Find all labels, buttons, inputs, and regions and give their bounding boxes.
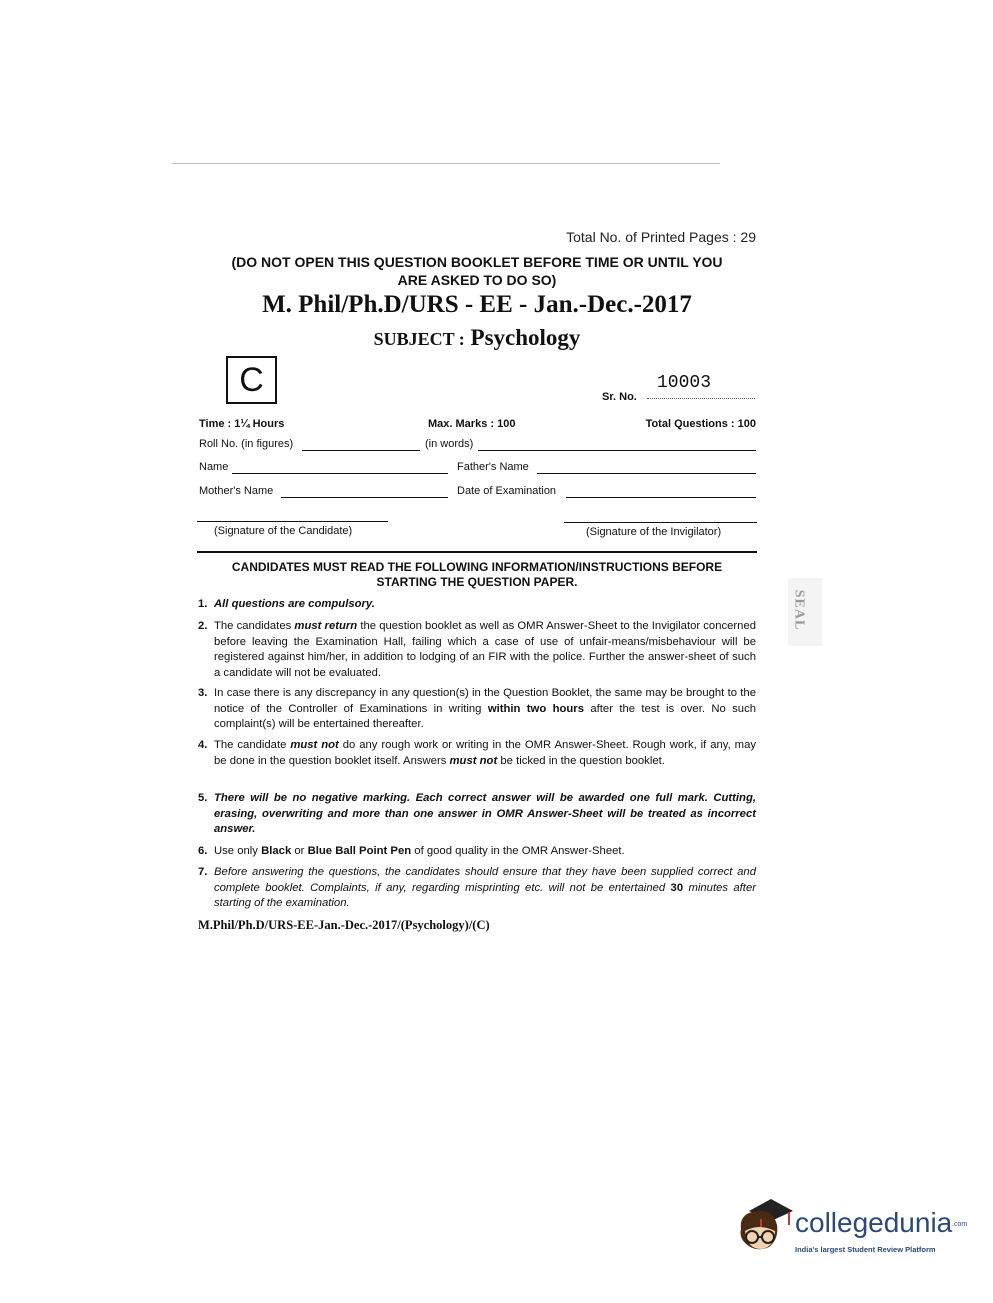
instructions-heading-line-1: CANDIDATES MUST READ THE FOLLOWING INFORMATION/INSTRUCTIONS BEFORE	[231, 560, 723, 574]
scan-top-rule	[172, 163, 720, 164]
candidate-signature-label: (Signature of the Candidate)	[214, 525, 353, 537]
instruction-item-3	[198, 686, 756, 733]
instruction-emphasis: Blue Ball Point Pen	[307, 845, 412, 857]
instruction-text: Before answering the questions, the candidates should ensure that they have been supplied correct and complete booklet. Complaints, if any, regarding misprinting etc. will not be entertained	[214, 866, 756, 894]
mother-name-label: Mother's Name	[199, 485, 274, 497]
instruction-item-2	[198, 619, 756, 681]
instruction-text: minutes after starting of the examination.	[214, 881, 756, 910]
father-name-label: Father's Name	[457, 461, 529, 473]
instruction-text: the question booklet as well as OMR Answer-Sheet to the Invigilator concerned before leaving the Examination Hall, failing which a case of use of unfair-means/misbehaviour will be registered against him/her, in addition to lodging of an FIR with the police. Further the answer-sheet of such a candidate will not be evaluated.	[214, 620, 757, 679]
instructions-heading-line-2: STARTING THE QUESTION PAPER.	[376, 575, 578, 589]
mother-name-field[interactable]	[281, 497, 448, 498]
name-field[interactable]	[232, 473, 448, 474]
booklet-warning	[196, 253, 758, 289]
subject-name: Psychology	[470, 325, 581, 350]
watermark-domain: .com	[952, 1221, 968, 1228]
instruction-number: 5.	[198, 792, 208, 804]
instruction-text: The candidate	[214, 739, 287, 751]
warning-line-1: (DO NOT OPEN THIS QUESTION BOOKLET BEFORE TIME OR UNTIL YOU	[231, 254, 723, 270]
instruction-item-6	[198, 844, 756, 860]
instruction-text: The candidates	[214, 620, 292, 632]
instruction-item-1	[198, 597, 756, 613]
instruction-text: do any rough work or writing in the OMR Answer-Sheet. Rough work, if any, may be done in the question booklet itself. Answers	[214, 739, 757, 767]
instruction-text: of good quality in the OMR Answer-Sheet.	[414, 845, 625, 857]
instruction-number: 6.	[198, 845, 208, 857]
booklet-set-code: C	[226, 356, 277, 404]
roll-words-field[interactable]	[478, 450, 756, 451]
instruction-text: Use only	[214, 845, 258, 857]
instruction-number: 3.	[198, 687, 208, 699]
instruction-emphasis: within two hours	[487, 702, 584, 715]
instruction-text: There will be no negative marking. Each correct answer will be awarded one full mark. Cutting, erasing, overwriting and more than one answer in OMR Answer-Sheet will be treated as incorrect answer.	[214, 792, 756, 836]
instruction-number: 2.	[198, 620, 208, 632]
instruction-text: be ticked in the question booklet.	[500, 754, 665, 767]
serial-number-dotted-line	[647, 398, 755, 399]
subject-heading	[196, 325, 758, 351]
instruction-item-4	[198, 738, 756, 769]
instruction-emphasis: 30	[670, 881, 684, 894]
seal-stamp	[788, 578, 822, 646]
father-name-field[interactable]	[537, 473, 756, 474]
paper-code-footer: M.Phil/Ph.D/URS-EE-Jan.-Dec.-2017/(Psychology)/(C)	[198, 918, 490, 932]
printed-pages-count: Total No. of Printed Pages : 29	[566, 229, 756, 245]
instruction-number: 1.	[198, 598, 208, 610]
subject-label: SUBJECT :	[373, 329, 465, 349]
invigilator-signature-label: (Signature of the Invigilator)	[586, 526, 722, 538]
instruction-item-5	[198, 791, 756, 838]
watermark-brand: collegedunia	[795, 1207, 953, 1238]
roll-figures-label: Roll No. (in figures)	[199, 438, 294, 450]
instruction-number: 4.	[198, 739, 208, 751]
max-marks: Max. Marks : 100	[428, 418, 516, 430]
exam-time: Time : 1¼ Hours	[199, 418, 285, 430]
seal-text: SEAL	[791, 589, 807, 631]
instruction-emphasis: must return	[294, 620, 358, 632]
instruction-text: In case there is any discrepancy in any question(s) in the Question Booklet, the same may be brought to the notice of the Controller of Examinations in writing	[214, 687, 756, 715]
candidate-signature-line[interactable]	[197, 521, 388, 522]
instruction-item-7	[198, 865, 756, 912]
total-questions: Total Questions : 100	[645, 418, 756, 430]
instruction-emphasis: must not	[449, 754, 498, 767]
exam-title: M. Phil/Ph.D/URS - EE - Jan.-Dec.-2017	[262, 291, 692, 318]
name-label: Name	[199, 461, 229, 473]
instruction-text: All questions are compulsory.	[214, 598, 375, 610]
invigilator-signature-line[interactable]	[564, 522, 757, 523]
collegedunia-mascot-icon	[735, 1195, 793, 1257]
instruction-emphasis: must not	[290, 739, 339, 751]
roll-figures-field[interactable]	[302, 450, 420, 451]
serial-number-value: 10003	[657, 373, 712, 393]
instruction-text: or	[294, 845, 305, 857]
instruction-number: 7.	[198, 866, 208, 878]
roll-words-label: (in words)	[425, 438, 474, 450]
instruction-emphasis: Black	[261, 845, 292, 857]
section-divider	[197, 551, 757, 553]
exam-date-field[interactable]	[566, 497, 756, 498]
exam-date-label: Date of Examination	[457, 485, 557, 497]
serial-number-label: Sr. No.	[602, 391, 637, 403]
instructions-heading	[196, 560, 758, 590]
warning-line-2: ARE ASKED TO DO SO)	[397, 272, 557, 288]
watermark-tagline: India's largest Student Review Platform	[795, 1245, 936, 1254]
instruction-text: after the test is over. No such complaint(s) will be entertained thereafter.	[214, 702, 757, 731]
